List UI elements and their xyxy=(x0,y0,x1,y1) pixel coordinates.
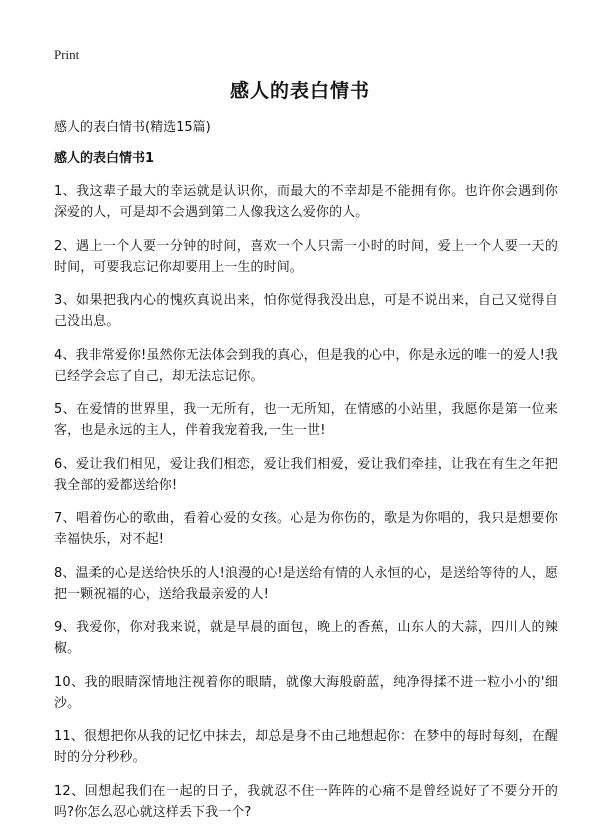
page-title: 感人的表白情书 xyxy=(229,80,370,102)
paragraph-7: 7、唱着伤心的歌曲，看着心爱的女孩。心是为你伤的，歌是为你唱的，我只是想要你幸福快乐，对不起! xyxy=(54,511,558,547)
paragraph-2: 2、遇上一个人要一分钟的时间，喜欢一个人只需一小时的时间，爱上一个人要一天的时间，可要我忘记你却要用上一生的时间。 xyxy=(54,238,558,275)
paragraph-1: 1、我这辈子最大的幸运就是认识你，而最大的不幸却是不能拥有你。也许你会遇到你深爱的人，可是却不会遇到第二人像我这么爱你的人。 xyxy=(54,184,558,220)
paragraph-10: 10、我的眼睛深情地注视着你的眼睛，就像大海般蔚蓝，纯净得揉不进一粒小小的'细沙。 xyxy=(54,674,558,711)
paragraph-11: 11、很想把你从我的记忆中抹去，却总是身不由己地想起你：在梦中的每时每刻，在醒时的分分秒秒。 xyxy=(54,729,558,765)
paragraph-9: 9、我爱你，你对我来说，就是早晨的面包，晚上的香蕉，山东人的大蒜，四川人的辣椒。 xyxy=(54,620,558,656)
document-subtitle: 感人的表白情书(精选15篇) xyxy=(54,120,211,135)
paragraph-5: 5、在爱情的世界里，我一无所有，也一无所知，在情感的小站里，我愿你是第一位来客，也是永远的主人，伴着我宠着我,一生一世! xyxy=(54,402,558,438)
paragraph-3: 3、如果把我内心的愧疚真说出来，怕你觉得我没出息，可是不说出来，自己又觉得自己没出息。 xyxy=(54,293,558,329)
paragraph-list xyxy=(54,181,558,835)
paragraph-12: 12、回想起我们在一起的日子，我就忍不住一阵阵的心痛不是曾经说好了不要分开的吗?你怎么忍心就这样丢下我一个? xyxy=(54,783,558,820)
paragraph-8: 8、温柔的心是送给快乐的人!浪漫的心!是送给有情的人永恒的心，是送给等待的人，愿把一颗祝福的心，送给我最亲爱的人! xyxy=(54,565,558,602)
print-link[interactable]: Print xyxy=(54,47,80,62)
section-heading: 感人的表白情书1 xyxy=(54,151,155,166)
paragraph-4: 4、我非常爱你!虽然你无法体会到我的真心，但是我的心中，你是永远的唯一的爱人!我已经学会忘了自己，却无法忘记你。 xyxy=(54,347,558,384)
paragraph-6: 6、爱让我们相见，爱让我们相恋，爱让我们相爱，爱让我们牵挂，让我在有生之年把我全部的爱都送给你! xyxy=(54,456,558,493)
